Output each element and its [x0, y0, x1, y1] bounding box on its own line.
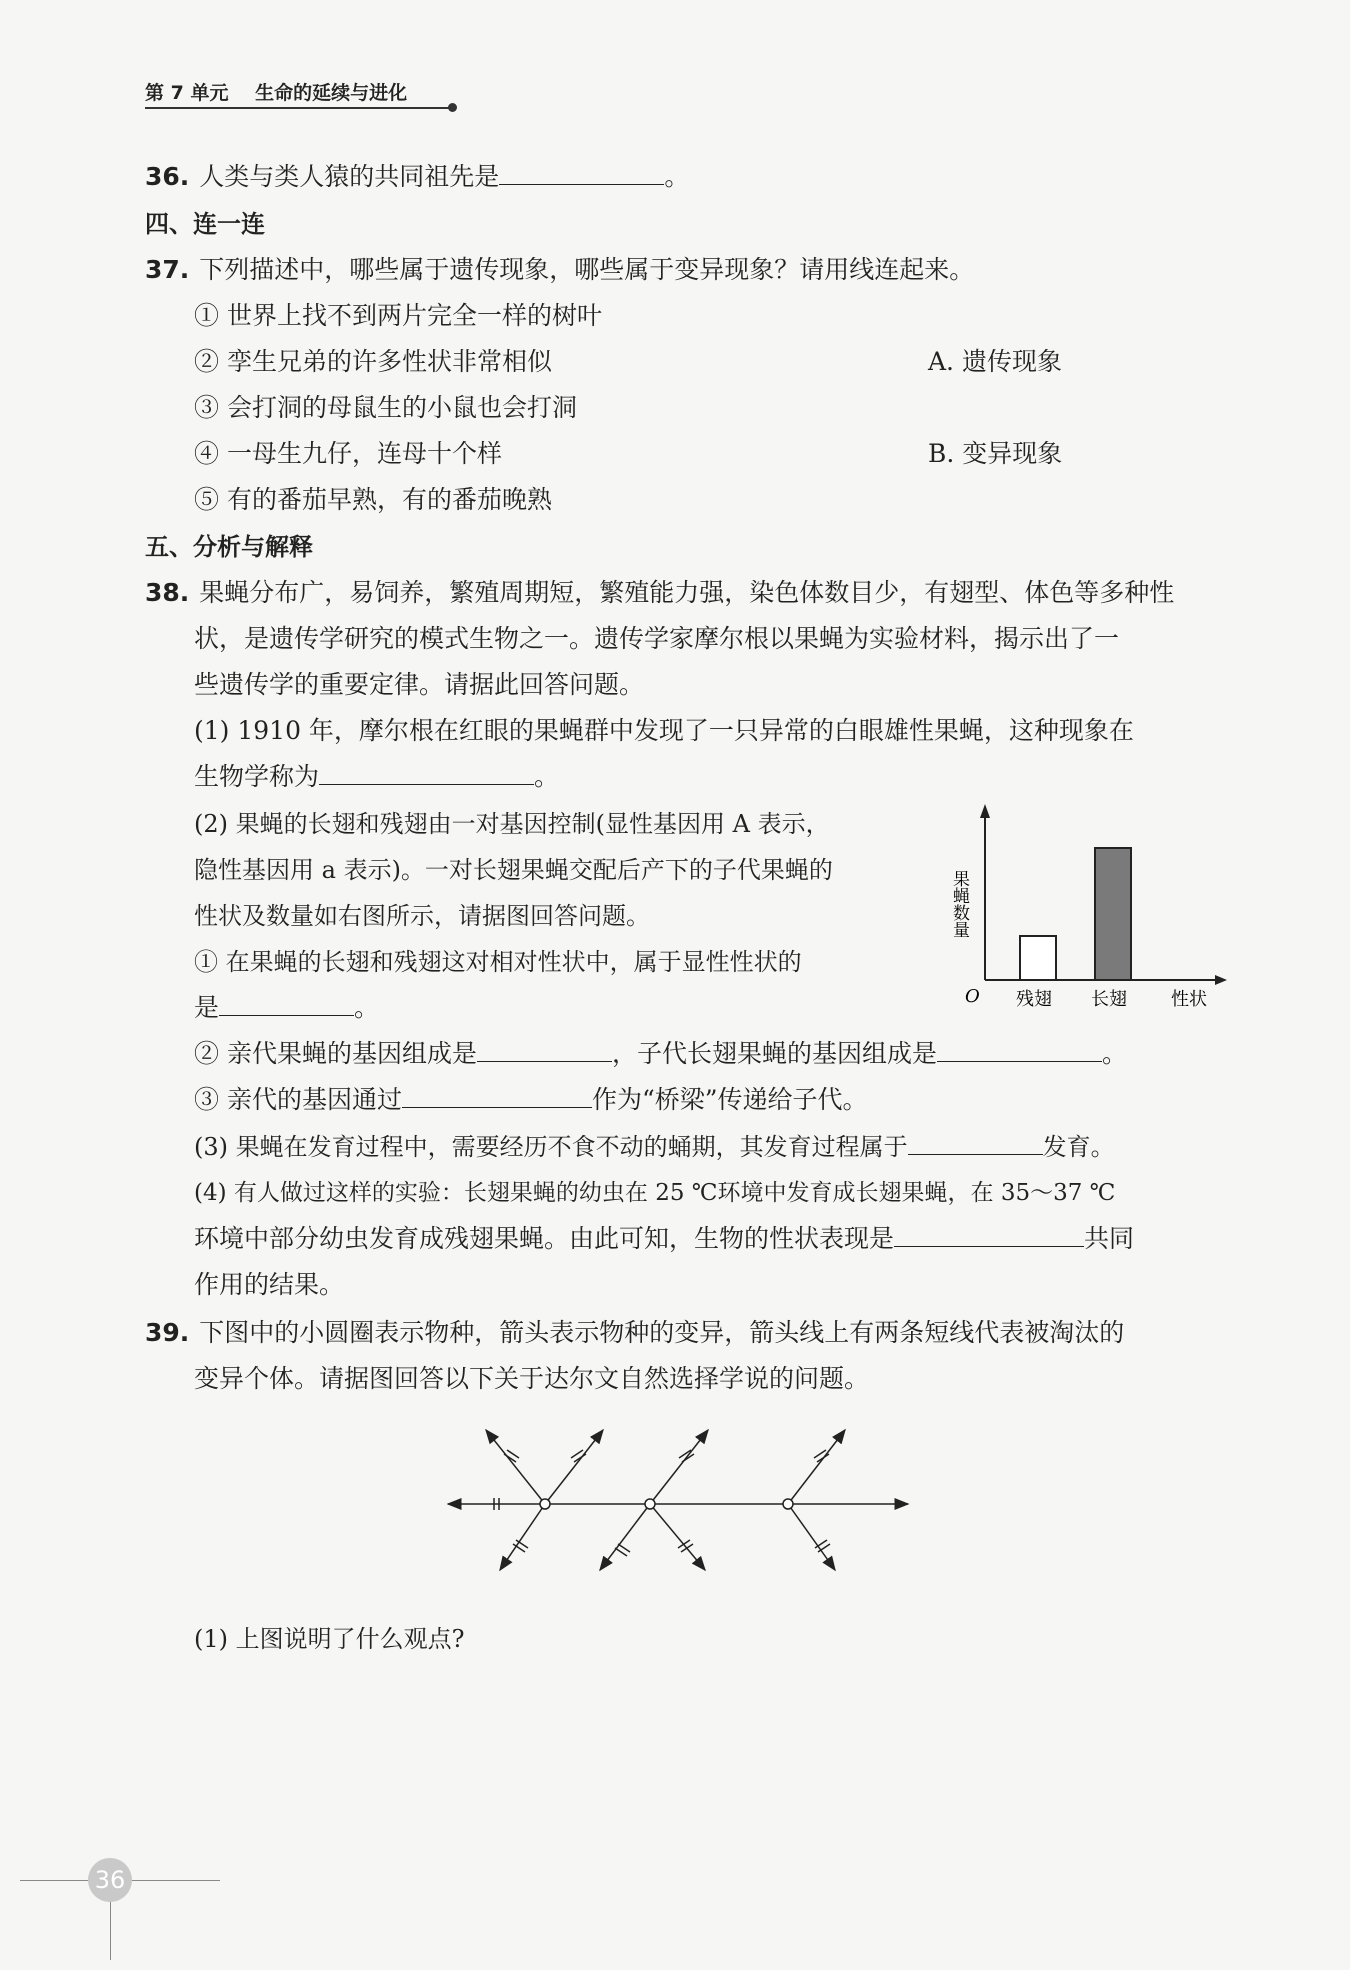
arrow: [600, 1504, 650, 1570]
question-text: 下图中的小圆圈表示物种，箭头表示物种的变异，箭头线上有两条短线代表被淘汰的: [199, 1318, 1125, 1347]
bar-vestigial-wing: [1020, 936, 1056, 980]
question-text: ① 在果蝇的长翅和残翅这对相对性状中，属于显性性状的: [194, 948, 802, 976]
question-text: 作用的结果。: [194, 1270, 345, 1299]
section-heading-4: 四、连一连: [145, 210, 265, 238]
arrow: [545, 1430, 603, 1504]
text: 生物学称为: [194, 762, 320, 791]
list-item: ② 孪生兄弟的许多性状非常相似: [194, 347, 552, 376]
list-item: ④ 一母生九仔，连母十个样: [194, 439, 502, 468]
page-number: 36: [88, 1858, 132, 1902]
question-text: (1) 1910 年，摩尔根在红眼的果蝇群中发现了一只异常的白眼雄性果蝇，这种现象在: [194, 716, 1134, 745]
arrow: [650, 1504, 705, 1570]
list-item: ⑤ 有的番茄早熟，有的番茄晚熟: [194, 485, 552, 514]
answer-blank[interactable]: [219, 991, 354, 1016]
question-36: [145, 160, 689, 194]
arrow: [788, 1430, 845, 1504]
question-text: [194, 1037, 1127, 1071]
list-item: ③ 会打洞的母鼠生的小鼠也会打洞: [194, 393, 577, 422]
arrow: [500, 1504, 545, 1570]
question-text: 隐性基因用 a 表示)。一对长翅果蝇交配后产下的子代果蝇的: [194, 856, 833, 884]
punctuation: 。: [354, 993, 380, 1022]
punctuation: 。: [534, 762, 560, 791]
question-text: [194, 1222, 1134, 1256]
text: 是: [194, 993, 220, 1022]
origin-label: O: [965, 986, 980, 1007]
question-text: 人类与类人猿的共同祖先是: [199, 162, 500, 191]
question-text: [194, 1083, 868, 1117]
question-text: 性状及数量如右图所示，请据图回答问题。: [194, 902, 650, 930]
answer-blank[interactable]: [499, 160, 664, 185]
text: 作为“桥梁”传递给子代。: [591, 1085, 868, 1114]
choice-b: B. 变异现象: [928, 439, 1063, 468]
text: ③ 亲代的基因通过: [194, 1085, 402, 1114]
category-label: 长翅: [1091, 989, 1127, 1010]
question-text: [194, 760, 559, 794]
question-38: [145, 576, 1174, 610]
question-number: 38.: [145, 578, 190, 607]
question-37: [145, 253, 974, 287]
species-node: [540, 1499, 550, 1509]
unit-title: 生命的延续与进化: [255, 82, 408, 104]
question-text: (1) 上图说明了什么观点?: [194, 1625, 465, 1653]
punctuation: 。: [664, 162, 690, 191]
unit-label: 第 7 单元: [145, 82, 229, 104]
x-axis-label: 性状: [1171, 989, 1207, 1010]
species-node: [783, 1499, 793, 1509]
answer-blank[interactable]: [937, 1037, 1102, 1062]
text: ，子代长翅果蝇的基因组成是: [611, 1039, 937, 1068]
question-text: (2) 果蝇的长翅和残翅由一对基因控制(显性基因用 A 表示，: [194, 810, 830, 838]
page-header: [145, 78, 407, 105]
natural-selection-diagram: [0, 1400, 1350, 1600]
answer-blank[interactable]: [477, 1037, 612, 1062]
arrow: [788, 1504, 835, 1570]
text: 发育。: [1042, 1133, 1115, 1161]
bar-chart: [945, 800, 1225, 1020]
question-text: 些遗传学的重要定律。请据此回答问题。: [194, 670, 645, 699]
question-text: (4) 有人做过这样的实验：长翅果蝇的幼虫在 25 ℃环境中发育成长翅果蝇，在 35～37 ℃: [194, 1180, 1116, 1206]
text: (3) 果蝇在发育过程中，需要经历不食不动的蛹期，其发育过程属于: [194, 1133, 908, 1161]
text: ② 亲代果蝇的基因组成是: [194, 1039, 477, 1068]
x-axis-arrow-icon: [1215, 975, 1227, 985]
section-heading-5: 五、分析与解释: [145, 533, 313, 561]
footer-vertical-rule: [110, 1900, 111, 1960]
question-text: 变异个体。请据图回答以下关于达尔文自然选择学说的问题。: [194, 1364, 870, 1393]
answer-blank[interactable]: [402, 1083, 592, 1108]
header-dot: [448, 103, 457, 112]
question-text: [194, 1130, 1115, 1164]
question-text: 状，是遗传学研究的模式生物之一。遗传学家摩尔根以果蝇为实验材料，揭示出了一: [194, 624, 1120, 653]
y-axis-label: 果蝇数量: [949, 870, 969, 938]
species-node: [645, 1499, 655, 1509]
answer-blank[interactable]: [894, 1222, 1084, 1247]
category-label: 残翅: [1016, 989, 1052, 1010]
question-number: 39.: [145, 1318, 190, 1347]
question-number: 37.: [145, 255, 190, 284]
question-text: 下列描述中，哪些属于遗传现象，哪些属于变异现象？请用线连起来。: [199, 255, 975, 284]
answer-blank[interactable]: [908, 1130, 1043, 1155]
text: 环境中部分幼虫发育成残翅果蝇。由此可知，生物的性状表现是: [194, 1224, 895, 1253]
answer-blank[interactable]: [319, 760, 534, 785]
arrow: [650, 1430, 708, 1504]
choice-a: A. 遗传现象: [928, 347, 1062, 376]
y-axis-arrow-icon: [980, 804, 990, 818]
bar-long-wing: [1095, 848, 1131, 980]
question-39: [145, 1316, 1124, 1350]
arrow: [486, 1430, 545, 1504]
text: 共同: [1084, 1224, 1135, 1253]
question-text: [194, 991, 379, 1025]
question-number: 36.: [145, 162, 190, 191]
header-rule: [145, 107, 450, 109]
punctuation: 。: [1101, 1039, 1127, 1068]
list-item: ① 世界上找不到两片完全一样的树叶: [194, 301, 602, 330]
question-text: 果蝇分布广，易饲养，繁殖周期短，繁殖能力强，染色体数目少，有翅型、体色等多种性: [199, 578, 1175, 607]
